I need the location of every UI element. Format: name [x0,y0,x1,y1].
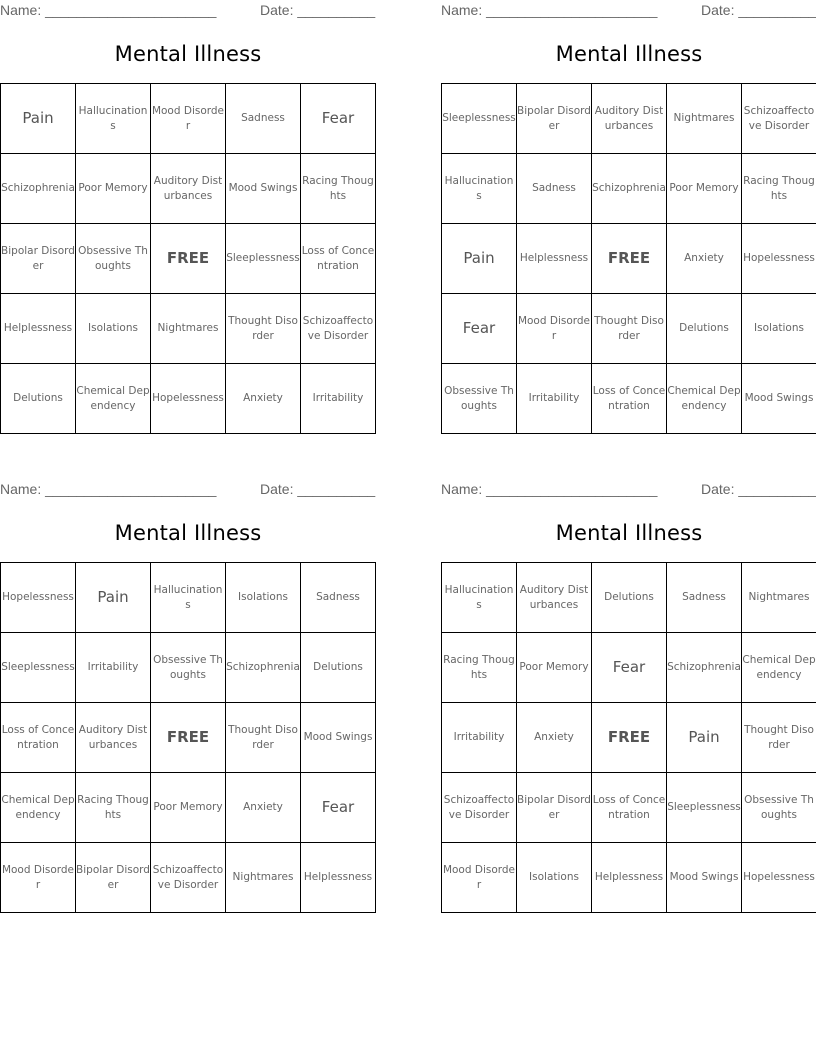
bingo-cell[interactable] [151,154,226,224]
bingo-cell[interactable] [301,364,376,434]
bingo-cell[interactable] [667,563,742,633]
cell-label: Obsessive Thoughts [444,384,514,412]
bingo-grid [441,83,816,434]
cell-label: Obsessive Thoughts [153,653,223,681]
cell-label: Schizoaffecto ve Disorder [443,793,515,821]
cell-label: Thought Disorder [228,723,298,751]
grid-row [442,703,816,773]
cell-label: Nightmares [232,871,294,883]
cell-label: Schizoaffecto ve Disorder [743,104,815,132]
bingo-cell[interactable] [667,703,742,773]
grid-row [1,633,376,703]
bingo-cell[interactable] [517,84,592,154]
bingo-cell[interactable] [442,154,517,224]
cell-label: Schizophrenia [226,661,300,673]
bingo-cell[interactable] [517,563,592,633]
cell-label: Irritability [528,392,580,404]
grid-row [442,773,816,843]
cell-label: Delutions [13,392,63,404]
date-field[interactable]: Date: __________ [701,481,816,497]
cell-label: Bipolar Disorder [517,104,591,132]
bingo-cell[interactable] [151,843,226,913]
grid-row [442,294,816,364]
bingo-cell[interactable] [1,224,76,294]
card-title: Mental Illness [555,521,703,545]
cell-label: Auditory Disturbances [78,723,148,751]
bingo-cell[interactable] [151,773,226,843]
bingo-cell[interactable] [592,84,667,154]
free-space[interactable] [592,703,667,773]
cell-label: Hopelessness [2,591,74,603]
bingo-cell[interactable] [1,84,76,154]
grid-row [442,843,816,913]
cell-label: Hopelessness [743,871,815,883]
bingo-cell[interactable] [1,633,76,703]
cell-label: FREE [166,728,210,746]
bingo-cell[interactable] [517,294,592,364]
cell-label: Auditory Disturbances [519,583,589,611]
cell-label: Chemical Dependency [667,384,741,412]
card-header [0,479,376,499]
bingo-cell[interactable] [742,154,816,224]
bingo-cell[interactable] [226,84,301,154]
bingo-cell[interactable] [592,633,667,703]
grid-row [1,843,376,913]
bingo-grid [0,83,376,434]
cell-label: Irritability [87,661,139,673]
bingo-cell[interactable] [742,773,816,843]
grid-row [442,84,816,154]
bingo-cell[interactable] [226,843,301,913]
cell-label: Mood Disorder [442,863,516,891]
cell-label: Pain [97,588,129,606]
bingo-cell[interactable] [301,703,376,773]
cell-label: Schizophrenia [667,661,741,673]
bingo-cell[interactable] [517,364,592,434]
bingo-cell[interactable] [301,843,376,913]
date-field[interactable]: Date: __________ [260,481,376,497]
bingo-cell[interactable] [667,224,742,294]
bingo-cell[interactable] [226,773,301,843]
cell-label: Hallucinations [153,583,223,611]
cell-label: Bipolar Disorder [76,863,150,891]
bingo-cell[interactable] [1,154,76,224]
bingo-cell[interactable] [76,703,151,773]
bingo-cell[interactable] [517,633,592,703]
card-header [0,0,376,20]
bingo-cell[interactable] [76,843,151,913]
bingo-cell[interactable] [442,84,517,154]
cell-label: Anxiety [243,801,283,813]
cell-label: Mood Disorder [151,104,225,132]
bingo-cell[interactable] [301,224,376,294]
cell-label: Fear [462,319,496,337]
cell-label: Loss of Concentration [592,384,666,412]
bingo-cell[interactable] [76,84,151,154]
grid-row [1,364,376,434]
date-field[interactable]: Date: __________ [701,2,816,18]
cell-label: Thought Disorder [744,723,814,751]
grid-row [442,224,816,294]
bingo-cell[interactable] [76,154,151,224]
bingo-cell[interactable] [442,563,517,633]
card-header [441,479,816,499]
grid-row [1,224,376,294]
bingo-cell[interactable] [76,224,151,294]
cell-label: Fear [612,658,646,676]
cell-label: Thought Disorder [594,314,664,342]
bingo-cell[interactable] [742,563,816,633]
cell-label: FREE [166,249,210,267]
bingo-cell[interactable] [76,364,151,434]
cell-label: Fear [321,109,355,127]
cell-label: Isolations [88,322,138,334]
grid-row [1,84,376,154]
bingo-cell[interactable] [667,294,742,364]
cell-label: Loss of Concentration [592,793,666,821]
bingo-cell[interactable] [151,563,226,633]
cell-label: Anxiety [243,392,283,404]
cell-label: Sadness [682,591,726,603]
bingo-cell[interactable] [442,633,517,703]
bingo-cell[interactable] [226,154,301,224]
cell-label: Schizoaffecto ve Disorder [302,314,374,342]
bingo-cell[interactable] [592,364,667,434]
bingo-cell[interactable] [442,294,517,364]
bingo-cell[interactable] [592,294,667,364]
cell-label: Nightmares [157,322,219,334]
cell-label: Anxiety [684,252,724,264]
bingo-cell[interactable] [742,294,816,364]
cell-label: Racing Thoughts [77,793,149,821]
grid-row [1,563,376,633]
cell-label: FREE [607,728,651,746]
bingo-cell[interactable] [667,364,742,434]
grid-row [442,154,816,224]
bingo-cell[interactable] [667,84,742,154]
cell-label: Poor Memory [78,182,148,194]
cell-label: Hallucinations [444,583,514,611]
cell-label: Bipolar Disorder [1,244,75,272]
cell-label: Auditory Disturbances [594,104,664,132]
card-header [441,0,816,20]
cell-label: Poor Memory [153,801,223,813]
bingo-cell[interactable] [151,294,226,364]
grid-row [442,633,816,703]
cell-label: Irritability [312,392,364,404]
bingo-cell[interactable] [442,364,517,434]
cell-label: FREE [607,249,651,267]
bingo-cell[interactable] [226,224,301,294]
cell-label: Hopelessness [743,252,815,264]
cell-label: Racing Thoughts [302,174,374,202]
card-title: Mental Illness [555,42,703,66]
cell-label: Nightmares [673,112,735,124]
cell-label: Chemical Dependency [1,793,75,821]
bingo-cell[interactable] [442,773,517,843]
cell-label: Bipolar Disorder [517,793,591,821]
cell-label: Hallucinations [78,104,148,132]
cell-label: Mood Swings [744,392,814,404]
bingo-cell[interactable] [1,773,76,843]
cell-label: Schizophrenia [592,182,666,194]
cell-label: Helplessness [519,252,589,264]
cell-label: Thought Disorder [228,314,298,342]
cell-label: Sadness [532,182,576,194]
bingo-cell[interactable] [1,364,76,434]
cell-label: Obsessive Thoughts [744,793,814,821]
cell-label: Pain [463,249,495,267]
cell-label: Chemical Dependency [76,384,150,412]
cell-label: Loss of Concentration [301,244,375,272]
cell-label: Sadness [316,591,360,603]
cell-label: Auditory Disturbances [153,174,223,202]
bingo-cell[interactable] [667,633,742,703]
bingo-cell[interactable] [151,84,226,154]
bingo-cell[interactable] [301,154,376,224]
cell-label: Chemical Dependency [742,653,816,681]
bingo-cell[interactable] [301,633,376,703]
cell-label: Mood Disorder [517,314,591,342]
bingo-cell[interactable] [226,294,301,364]
bingo-cell[interactable] [76,294,151,364]
bingo-cell[interactable] [1,563,76,633]
cell-label: Anxiety [534,731,574,743]
cell-label: Helplessness [3,322,73,334]
cell-label: Racing Thoughts [443,653,515,681]
bingo-cell[interactable] [742,224,816,294]
name-field[interactable]: Name: ______________________ [0,2,217,18]
bingo-cell[interactable] [226,563,301,633]
free-space[interactable] [151,703,226,773]
cell-label: Fear [321,798,355,816]
bingo-cell[interactable] [1,843,76,913]
bingo-cell[interactable] [76,633,151,703]
bingo-cell[interactable] [742,843,816,913]
grid-row [1,773,376,843]
name-field[interactable]: Name: ______________________ [441,2,658,18]
bingo-cell[interactable] [667,154,742,224]
cell-label: Hallucinations [444,174,514,202]
cell-label: Mood Swings [303,731,373,743]
cell-label: Mood Disorder [1,863,75,891]
bingo-cell[interactable] [1,703,76,773]
bingo-cell[interactable] [442,703,517,773]
bingo-cell[interactable] [517,703,592,773]
bingo-cell[interactable] [517,843,592,913]
bingo-cell[interactable] [517,224,592,294]
date-field[interactable]: Date: __________ [260,2,376,18]
bingo-cell[interactable] [76,563,151,633]
bingo-cell[interactable] [742,633,816,703]
cell-label: Mood Swings [669,871,739,883]
free-space[interactable] [151,224,226,294]
bingo-cell[interactable] [667,843,742,913]
cell-label: Loss of Concentration [1,723,75,751]
cell-label: Schizoaffecto ve Disorder [152,863,224,891]
bingo-cell[interactable] [226,364,301,434]
grid-row [442,364,816,434]
card-title: Mental Illness [114,42,262,66]
bingo-cell[interactable] [742,364,816,434]
bingo-cell[interactable] [592,843,667,913]
cell-label: Sleeplessness [442,112,516,124]
name-field[interactable]: Name: ______________________ [441,481,658,497]
cell-label: Schizophrenia [1,182,75,194]
bingo-cell[interactable] [301,563,376,633]
bingo-cell[interactable] [442,224,517,294]
cell-label: Sleeplessness [226,252,300,264]
cell-label: Pain [22,109,54,127]
bingo-cell[interactable] [301,84,376,154]
grid-row [1,154,376,224]
bingo-cell[interactable] [301,773,376,843]
bingo-cell[interactable] [517,773,592,843]
cell-label: Isolations [754,322,804,334]
bingo-cell[interactable] [742,703,816,773]
free-space[interactable] [592,224,667,294]
bingo-cell[interactable] [517,154,592,224]
cell-label: Obsessive Thoughts [78,244,148,272]
cell-label: Hopelessness [152,392,224,404]
bingo-cell[interactable] [301,294,376,364]
cell-label: Isolations [529,871,579,883]
cell-label: Isolations [238,591,288,603]
bingo-cell[interactable] [76,773,151,843]
bingo-cell[interactable] [151,633,226,703]
cell-label: Sleeplessness [667,801,741,813]
cell-label: Sadness [241,112,285,124]
cell-label: Racing Thoughts [743,174,815,202]
bingo-cell[interactable] [226,703,301,773]
grid-row [442,563,816,633]
cell-label: Delutions [604,591,654,603]
bingo-cell[interactable] [1,294,76,364]
cell-label: Pain [688,728,720,746]
bingo-cell[interactable] [442,843,517,913]
bingo-cell[interactable] [592,773,667,843]
bingo-grid [441,562,816,913]
bingo-cell[interactable] [592,563,667,633]
bingo-cell[interactable] [151,364,226,434]
bingo-cell[interactable] [592,154,667,224]
cell-label: Delutions [313,661,363,673]
bingo-cell[interactable] [226,633,301,703]
cell-label: Poor Memory [519,661,589,673]
name-field[interactable]: Name: ______________________ [0,481,217,497]
bingo-cell[interactable] [667,773,742,843]
grid-row [1,294,376,364]
cell-label: Nightmares [748,591,810,603]
cell-label: Helplessness [303,871,373,883]
card-title: Mental Illness [114,521,262,545]
cell-label: Sleeplessness [1,661,75,673]
cell-label: Irritability [453,731,505,743]
cell-label: Delutions [679,322,729,334]
bingo-cell[interactable] [742,84,816,154]
cell-label: Poor Memory [669,182,739,194]
cell-label: Helplessness [594,871,664,883]
cell-label: Mood Swings [228,182,298,194]
bingo-grid [0,562,376,913]
grid-row [1,703,376,773]
